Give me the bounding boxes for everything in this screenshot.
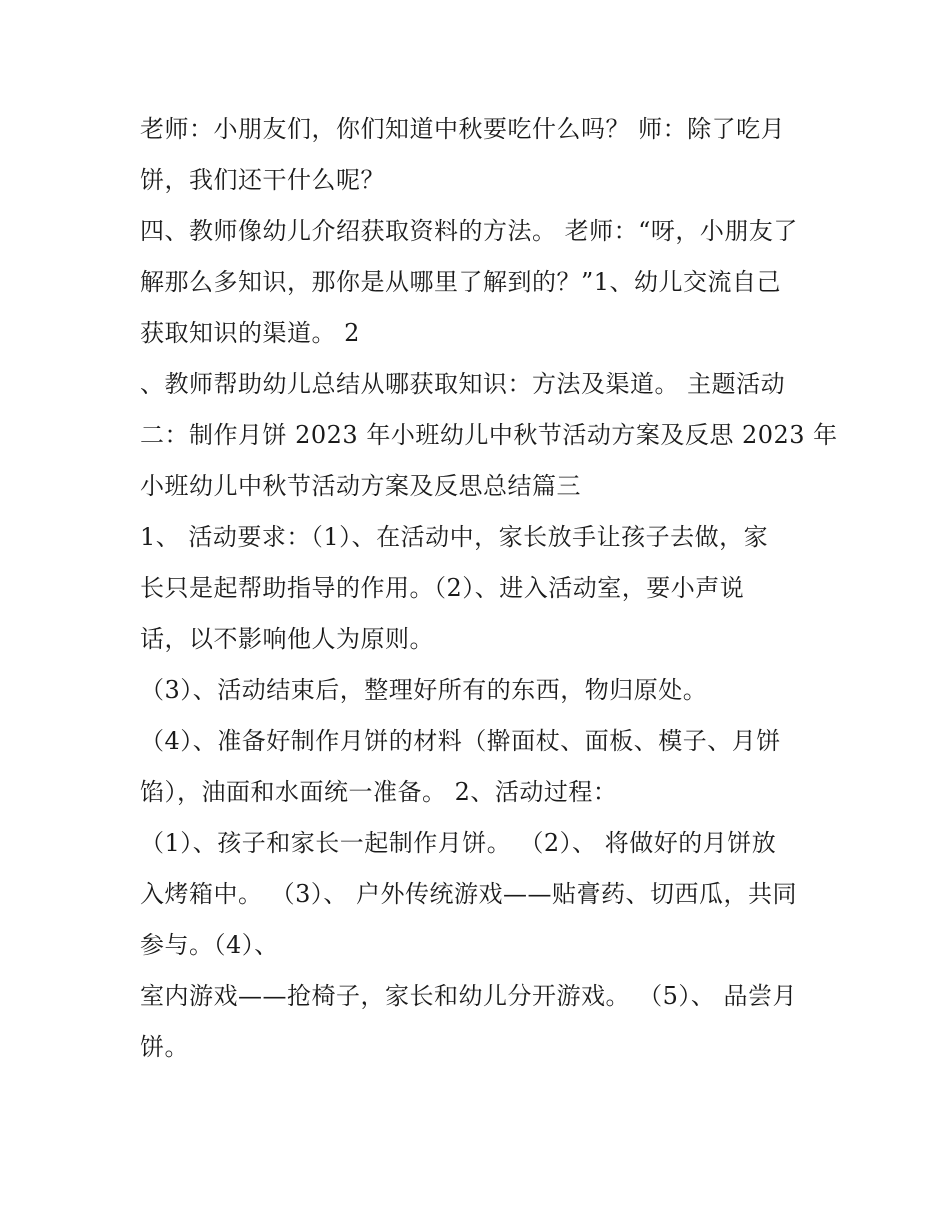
text-line: 饼，我们还干什么呢？	[140, 166, 385, 194]
text-line: 四、教师像幼儿介绍获取资料的方法。 老师：“呀，小朋友了	[140, 217, 798, 245]
text-line: （3）、活动结束后，整理好所有的东西，物归原处。	[140, 676, 708, 704]
text-line: 老师：小朋友们，你们知道中秋要吃什么吗？ 师：除了吃月	[140, 115, 786, 143]
text-line: 二：制作月饼 2023 年小班幼儿中秋节活动方案及反思 2023 年	[140, 421, 838, 449]
text-line: 小班幼儿中秋节活动方案及反思总结篇三	[140, 472, 581, 500]
text-line: （4）、准备好制作月饼的材料（擀面杖、面板、模子、月饼	[140, 727, 781, 755]
text-line: 长只是起帮助指导的作用。（2）、进入活动室，要小声说	[140, 574, 745, 602]
text-line: 饼。	[140, 1033, 189, 1061]
text-line: 解那么多知识，那你是从哪里了解到的？”1、幼儿交流自己	[140, 268, 782, 296]
document-body	[140, 104, 838, 1073]
text-line: 、教师帮助幼儿总结从哪获取知识：方法及渠道。 主题活动	[140, 370, 786, 398]
text-line: 1、 活动要求：（1）、在活动中，家长放手让孩子去做，家	[140, 523, 769, 551]
text-line: 室内游戏——抢椅子，家长和幼儿分开游戏。 （5）、 品尝月	[140, 982, 798, 1010]
text-line: 话，以不影响他人为原则。	[140, 625, 434, 653]
text-line: 馅），油面和水面统一准备。 2、活动过程：	[140, 778, 618, 806]
text-line: 获取知识的渠道。 2	[140, 319, 360, 347]
text-line: 入烤箱中。 （3）、 户外传统游戏——贴膏药、切西瓜，共同	[140, 880, 798, 908]
text-line: （1）、孩子和家长一起制作月饼。 （2）、 将做好的月饼放	[140, 829, 777, 857]
text-line: 参与。（4）、	[140, 931, 279, 959]
